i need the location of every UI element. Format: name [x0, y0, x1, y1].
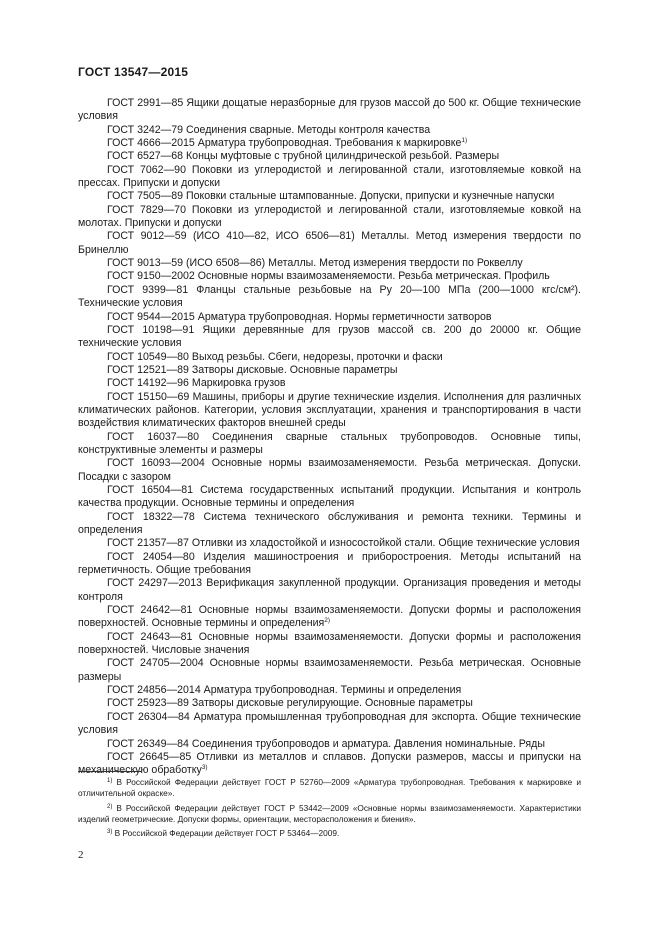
reference-code: ГОСТ 10549—80 [107, 350, 189, 363]
reference-title: Ящики дощатые неразборные для грузов массой до 500 кг. Общие технические условия [78, 97, 581, 123]
reference-code: ГОСТ 26349—84 [107, 737, 189, 750]
reference-title: Ящики деревянные для грузов массой св. 200 до 20000 кг. Общие технические условия [78, 323, 581, 350]
reference-title: Поковки стальные штампованные. Допуски, припуски и кузнечные напуски [186, 190, 555, 203]
reference-item [78, 204, 581, 231]
footnote-text: В Российской Федерации действует ГОСТ Р 53464—2009. [114, 828, 340, 839]
reference-item [78, 751, 581, 778]
reference-code: ГОСТ 2991—85 [107, 97, 184, 109]
reference-code: ГОСТ 6527—68 [107, 150, 184, 163]
reference-item [78, 631, 581, 658]
footnote-marker: 3) [201, 764, 208, 772]
reference-item [78, 697, 581, 710]
reference-title: Концы муфтовые с трубной цилиндрической резьбой. Размеры [186, 150, 500, 163]
reference-item [78, 377, 581, 390]
reference-title: Соединения сварные. Методы контроля качества [186, 123, 431, 136]
reference-code: ГОСТ 16037—80 [107, 430, 200, 443]
reference-title: Поковки из углеродистой и легированной стали, изготовляемые ковкой на молотах. Припуски и допуски [78, 203, 582, 230]
reference-item [78, 657, 581, 684]
reference-code: ГОСТ 9399—81 [107, 283, 189, 296]
reference-item [78, 684, 581, 697]
reference-item [78, 311, 581, 324]
reference-item [78, 511, 581, 538]
reference-item [78, 137, 581, 150]
normative-references-list [78, 97, 581, 778]
reference-code: ГОСТ 10198—91 [107, 323, 195, 336]
reference-item [78, 164, 581, 191]
reference-item [78, 551, 581, 578]
reference-item [78, 537, 581, 550]
reference-code: ГОСТ 24856—2014 [107, 684, 201, 697]
reference-code: ГОСТ 21357—87 [107, 537, 189, 550]
reference-code: ГОСТ 24642—81 [107, 604, 193, 617]
reference-code: ГОСТ 26645—85 [107, 750, 192, 763]
reference-item [78, 257, 581, 270]
reference-title: Основные нормы взаимозаменяемости. Резьба метрическая. Допуски. Посадки с зазором [78, 457, 581, 483]
footnote-divider [78, 771, 142, 772]
reference-title: Отливки из металлов и сплавов. Допуски размеров, массы и припуски на механическую обработку [78, 750, 581, 777]
reference-title: Выход резьбы. Сбеги, недорезы, проточки и фаски [191, 350, 443, 363]
reference-title: Отливки из хладостойкой и износостойкой стали. Общие технические условия [191, 537, 580, 550]
reference-code: ГОСТ 15150—69 [107, 390, 190, 403]
reference-title: Затворы дисковые регулирующие. Основные параметры [191, 697, 473, 710]
reference-code: ГОСТ 16093—2004 [107, 457, 205, 470]
reference-item [78, 324, 581, 351]
footnote [78, 777, 581, 800]
reference-title: Затворы дисковые. Основные параметры [191, 363, 398, 376]
reference-item [78, 351, 581, 364]
reference-item [78, 711, 581, 738]
reference-item [78, 97, 581, 124]
reference-item [78, 284, 581, 311]
reference-title: Фланцы стальные резьбовые на Ру 20—100 МПа (200—1000 кгс/см²). Технические условия [78, 283, 582, 310]
footnote [78, 828, 581, 839]
footnote-text: В Российской Федерации действует ГОСТ Р 52760—2009 «Арматура трубопроводная. Требования к маркировке и отличительной окраске». [78, 777, 581, 799]
reference-title: Основные нормы взаимозаменяемости. Допуски формы и расположения поверхностей. Числовые значения [78, 630, 581, 657]
reference-title: Арматура трубопроводная. Термины и определения [203, 684, 462, 697]
reference-title: Верификация закупленной продукции. Организация проведения и методы контроля [78, 577, 581, 603]
reference-code: ГОСТ 24297—2013 [107, 577, 203, 590]
reference-title: Соединения трубопроводов и арматура. Давления номинальные. Ряды [191, 737, 545, 750]
reference-item [78, 484, 581, 511]
page-header: ГОСТ 13547—2015 [78, 65, 189, 79]
reference-title: Изделия машиностроения и приборостроения. Методы испытаний на герметичность. Общие требования [78, 550, 582, 577]
reference-title: Основные нормы взаимозаменяемости. Допуски формы и расположения поверхностей. Основные термины и определения [78, 604, 581, 630]
reference-item [78, 431, 581, 458]
footnote-mark: 2) [107, 803, 113, 810]
reference-code: ГОСТ 3242—79 [107, 123, 184, 136]
reference-item [78, 230, 581, 257]
reference-item [78, 577, 581, 604]
reference-code: ГОСТ 7829—70 [107, 203, 186, 216]
footnote-mark: 3) [107, 829, 113, 836]
reference-item [78, 364, 581, 377]
reference-code: ГОСТ 24705—2004 [107, 657, 204, 670]
reference-item [78, 270, 581, 283]
reference-title: Система технического обслуживания и ремонта техники. Термины и определения [78, 510, 581, 536]
reference-code: ГОСТ 4666—2015 [107, 137, 195, 150]
reference-title: Соединения сварные стальных трубопроводов. Основные типы, конструктивные элементы и размеры [78, 430, 581, 456]
reference-title: Арматура трубопроводная. Требования к маркировке [197, 137, 462, 150]
reference-code: ГОСТ 26304—84 [107, 710, 190, 723]
reference-title: Поковки из углеродистой и легированной стали, изготовляемые ковкой на прессах. Припуски и допуски [78, 163, 582, 190]
reference-title: Арматура промышленная трубопроводная для экспорта. Общие технические условия [78, 710, 582, 737]
reference-item [78, 190, 581, 203]
reference-title: Металлы. Метод измерения твердости по Бринеллю [78, 230, 581, 256]
reference-code: ГОСТ 12521—89 [107, 363, 189, 376]
footnotes [78, 777, 581, 842]
reference-code: ГОСТ 9544—2015 [107, 310, 195, 323]
reference-item [78, 604, 581, 631]
footnote-marker: 2) [324, 617, 331, 625]
reference-code: ГОСТ 7062—90 [107, 163, 186, 176]
footnote-text: В Российской Федерации действует ГОСТ Р 53442—2009 «Основные нормы взаимозаменяемости. Характеристики изделий геометрические. Допуски формы, ориентации, месторасположения и биения». [78, 802, 581, 824]
reference-code: ГОСТ 9012—59 (ИСО 410—82, ИСО 6506—81) [107, 230, 355, 243]
reference-title: Основные нормы взаимозаменяемости. Резьба метрическая. Основные размеры [78, 657, 582, 683]
reference-code: ГОСТ 9150—2002 [107, 270, 195, 283]
reference-title: Маркировка грузов [191, 377, 286, 390]
reference-code: ГОСТ 14192—96 [107, 377, 189, 390]
reference-code: ГОСТ 25923—89 [107, 697, 189, 710]
footnote-marker: 1) [461, 137, 468, 145]
reference-title: Машины, приборы и другие технические изделия. Исполнения для различных климатических районов. Категории, условия эксплуатации, хранения и транспортирования в части воздействия климатических факторов внешней среды [78, 390, 581, 430]
reference-title: Металлы. Метод измерения твердости по Роквеллу [268, 257, 523, 270]
reference-item [78, 391, 581, 431]
reference-item [78, 738, 581, 751]
reference-code: ГОСТ 16504—81 [107, 483, 194, 496]
reference-item [78, 457, 581, 484]
reference-code: ГОСТ 24643—81 [107, 630, 193, 643]
reference-title: Основные нормы взаимозаменяемости. Резьба метрическая. Профиль [197, 270, 550, 283]
reference-item [78, 150, 581, 163]
reference-code: ГОСТ 7505—89 [107, 190, 184, 203]
footnote-mark: 1) [107, 778, 113, 784]
footnote [78, 803, 581, 826]
reference-title: Система государственных испытаний продукции. Испытания и контроль качества продукции. Основные термины и определения [78, 483, 581, 510]
reference-title: Арматура трубопроводная. Нормы герметичности затворов [197, 310, 492, 323]
page-number: 2 [78, 849, 84, 861]
reference-code: ГОСТ 9013—59 (ИСО 6508—86) [107, 257, 266, 270]
reference-code: ГОСТ 18322—78 [107, 510, 195, 523]
reference-code: ГОСТ 24054—80 [107, 550, 195, 563]
reference-item [78, 124, 581, 137]
